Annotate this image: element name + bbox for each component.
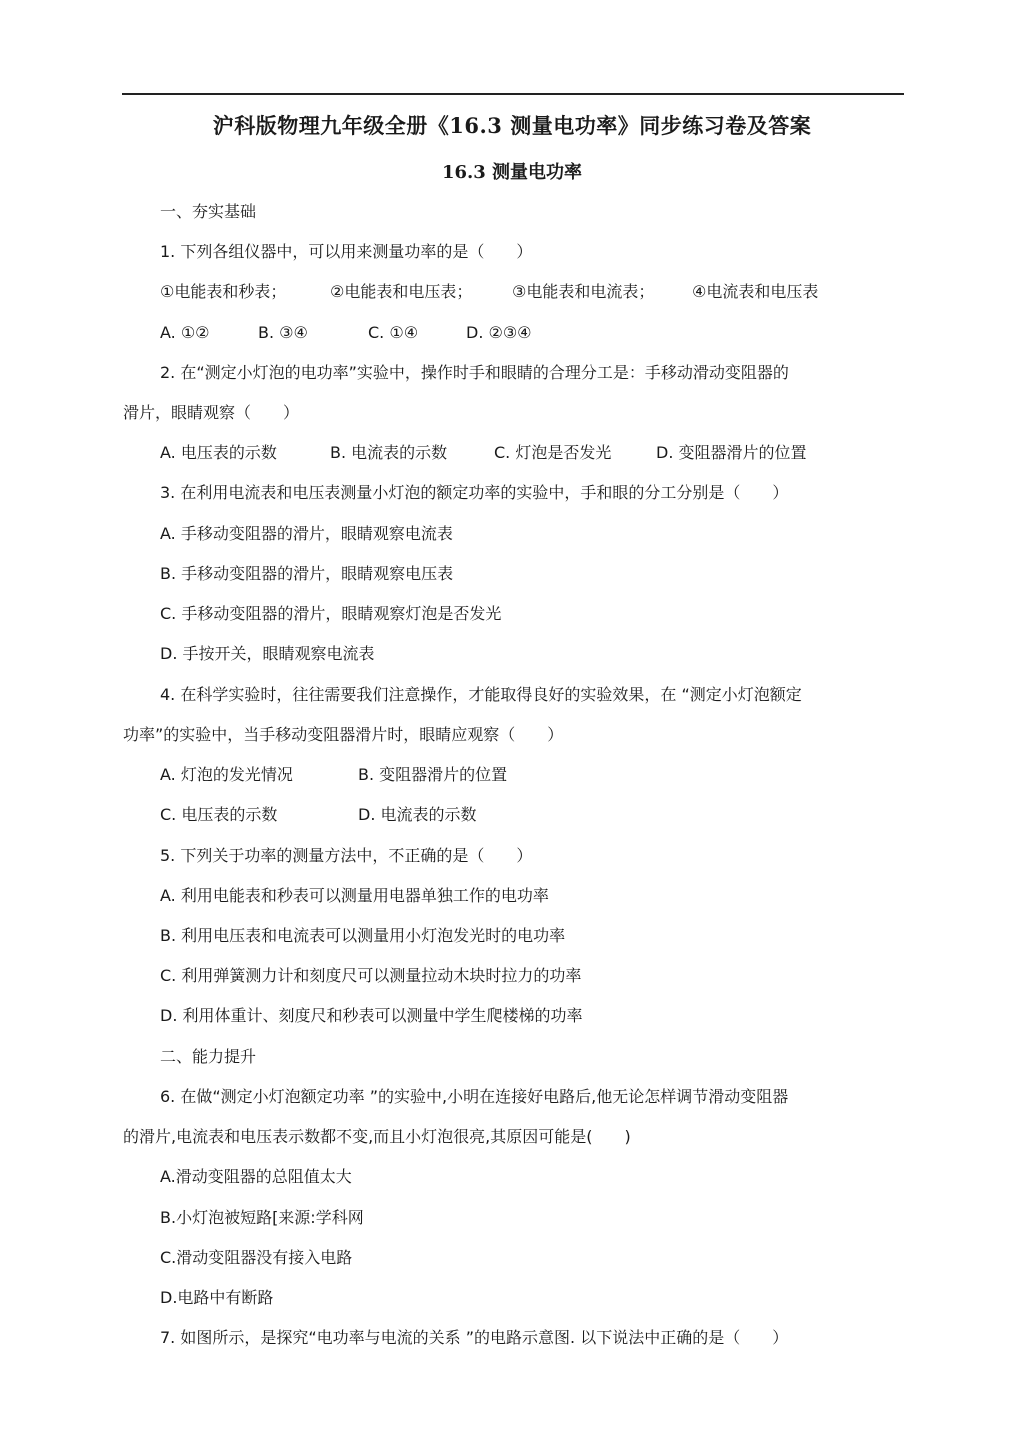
question-4-options-row-1 [160, 764, 507, 786]
question-4-stem-cont: 功率”的实验中，当手移动变阻器滑片时，眼睛应观察（ ） [123, 725, 564, 744]
question-1-stem: 1. 下列各组仪器中，可以用来测量功率的是（ ） [160, 242, 533, 261]
question-5-stem: 5. 下列关于功率的测量方法中，不正确的是（ ） [160, 846, 533, 865]
option: A. 灯泡的发光情况 [160, 765, 293, 784]
item: ③电能表和电流表； [512, 282, 655, 301]
option: D. 电流表的示数 [358, 805, 477, 824]
question-2-stem: 2. 在“测定小灯泡的电功率”实验中，操作时手和眼睛的合理分工是：手移动滑动变阻器的 [160, 363, 789, 382]
option: D. 变阻器滑片的位置 [656, 443, 807, 462]
question-3-stem: 3. 在利用电流表和电压表测量小灯泡的额定功率的实验中，手和眼的分工分别是（ ） [160, 483, 789, 502]
question-2-options [160, 442, 807, 464]
option: C. 利用弹簧测力计和刻度尺可以测量拉动木块时拉力的功率 [160, 966, 582, 985]
question-1-options [160, 322, 532, 344]
item: ④电流表和电压表 [692, 282, 819, 301]
option: A. ①② [160, 323, 210, 342]
question-4-stem: 4. 在科学实验时，往往需要我们注意操作，才能取得良好的实验效果，在 “测定小灯泡额定 [160, 685, 802, 704]
option: B.小灯泡被短路[来源:学科网 [160, 1208, 364, 1227]
option: A. 利用电能表和秒表可以测量用电器单独工作的电功率 [160, 886, 549, 905]
option: B. 变阻器滑片的位置 [358, 765, 508, 784]
section-heading: 一、夯实基础 [160, 202, 257, 221]
option: D. 利用体重计、刻度尺和秒表可以测量中学生爬楼梯的功率 [160, 1006, 583, 1025]
option: B. 利用电压表和电流表可以测量用小灯泡发光时的电功率 [160, 926, 566, 945]
question-2-stem-cont: 滑片，眼睛观察（ ） [123, 403, 300, 422]
option: A.滑动变阻器的总阻值太大 [160, 1167, 352, 1186]
option: D. ②③④ [466, 323, 532, 342]
option: D.电路中有断路 [160, 1288, 274, 1307]
option: C. ①④ [368, 323, 419, 342]
option: C.滑动变阻器没有接入电路 [160, 1248, 353, 1267]
item: ②电能表和电压表； [330, 282, 473, 301]
section-heading: 二、能力提升 [160, 1047, 257, 1066]
question-7-stem: 7. 如图所示，是探究“电功率与电流的关系 ”的电路示意图. 以下说法中正确的是（ ） [160, 1328, 789, 1347]
section-subtitle: 16.3 测量电功率 [441, 162, 583, 183]
option: A. 电压表的示数 [160, 443, 277, 462]
question-1-items [160, 281, 818, 303]
option: C. 手移动变阻器的滑片，眼睛观察灯泡是否发光 [160, 604, 502, 623]
item: ①电能表和秒表； [160, 282, 287, 301]
header-rule [122, 93, 904, 95]
option: B. ③④ [258, 323, 308, 342]
document-title: 沪科版物理九年级全册《16.3 测量电功率》同步练习卷及答案 [212, 113, 812, 138]
question-6-stem-cont: 的滑片,电流表和电压表示数都不变,而且小灯泡很亮,其原因可能是( ) [123, 1127, 631, 1146]
question-4-options-row-2 [160, 804, 477, 826]
option: B. 电流表的示数 [330, 443, 448, 462]
option: A. 手移动变阻器的滑片，眼睛观察电流表 [160, 524, 453, 543]
question-6-stem: 6. 在做“测定小灯泡额定功率 ”的实验中,小明在连接好电路后,他无论怎样调节滑动变阻器 [160, 1087, 789, 1106]
option: B. 手移动变阻器的滑片，眼睛观察电压表 [160, 564, 454, 583]
option: C. 灯泡是否发光 [494, 443, 612, 462]
option: D. 手按开关，眼睛观察电流表 [160, 644, 375, 663]
option: C. 电压表的示数 [160, 805, 278, 824]
